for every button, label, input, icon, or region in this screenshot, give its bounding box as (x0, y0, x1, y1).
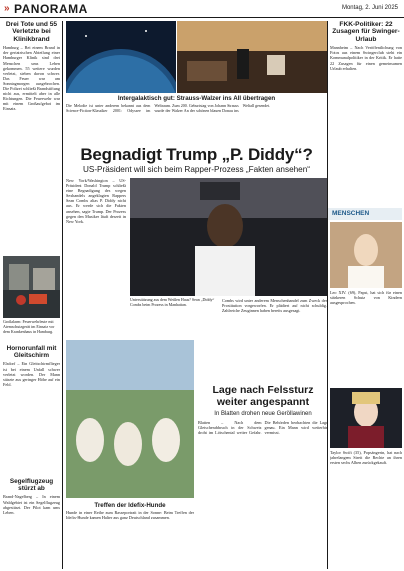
lawine-headline: Lage nach Felssturz weiter angespannt (212, 384, 314, 408)
space-photo-earth (66, 21, 176, 93)
diddy-photo (130, 178, 327, 296)
left-article-2 (3, 345, 60, 425)
page-header (0, 0, 404, 18)
pope-photo (330, 222, 402, 288)
diddy-photo-caption: Unterstützung aus dem Weißen Haus? Sean „Diddy“ Combs beim Prozess in Manhattan. (130, 298, 215, 307)
swift-body: Taylor Swift (35), Popsängerin, hat nach jahrelangem Streit die Rechte an ihren ersten sechs Alben zurückgekauft. (330, 450, 402, 466)
fire-photo (3, 256, 60, 318)
main-subhead: US-Präsident will sich beim Rapper-Prozess „Fakten ansehen“ (82, 165, 311, 174)
left-article-title: Drei Tote und 55 Verletzte bei Klinikbrand (5, 21, 58, 43)
section-title: PANORAMA (14, 2, 88, 16)
main-body-1: New York/Washington – US-Präsident Donald Trump schließt eine Begnadigung des wegen Sexhandels angeklagten Rappers Sean Combs alias P. Diddy nicht aus. Er werde sich die Fakten ansehen, sagte Trump. Der Prozess gegen den Musiker läuft derzeit in New York. (66, 178, 126, 224)
right-article-body: Mannheim – Nach Veröffentlichung von Fotos aus einem Swingerclub steht ein Kommunalpolitiker in der Kritik. Er hatte 22 Zusagen für einen gemeinsamen Urlaub erhalten. (330, 45, 402, 71)
space-caption-body: Die Melodie ist unter anderem bekannt aus dem Science-Fiction-Klassiker 2001: Odyssee im Weltraum. Zum 200. Geburtstag von Johann Strauss wurde der Walzer An der schönen blauen Donau ins Weltall gesendet. (66, 104, 271, 113)
left-article-2-title: Hornorunfall mit Gleitschirm (6, 345, 57, 360)
menschen-label: MENSCHEN (332, 210, 370, 217)
main-headline: Begnadigt Trump „P. Diddy“? (80, 145, 313, 164)
section-arrow-icon: » (4, 3, 10, 14)
left-article-3-body: Brand-Nagelberg – In einem Waldgebiet ist ein Segelflugzeug abgestürzt. Der Pilot kam ums Leben. (3, 494, 60, 515)
space-photo-orchestra (177, 21, 327, 93)
dogs-caption-title: Treffen der Idefix-Hunde (94, 502, 166, 509)
lawine-body: Blatten – Nach dem Gletscherabbruch in der Schweiz droht im Lötschental weiter Gefahr. Die Behörden beobachten die Lage genau. Ein Mann wird weiterhin vermisst. (198, 420, 328, 436)
left-article-2-body: Elsdorf – Ein Gleitschirmflieger ist bei einem Unfall schwer verletzt worden. Der Mann stürzte aus geringer Höhe auf ein Feld. (3, 361, 60, 387)
right-column (330, 21, 402, 206)
issue-date: Montag, 2. Juni 2025 (341, 5, 398, 11)
main-column-1 (66, 178, 126, 318)
fire-photo-caption: Großalarm: Feuerwehrleute mit Atemschutzgerät im Einsatz vor dem Krankenhaus in Hamburg. (3, 319, 55, 334)
left-article-3-title: Segelflugzeug stürzt ab (9, 478, 54, 493)
pope-body: Leo XIV. (69), Papst, hat sich für einen stärkeren Schutz von Kindern ausgesprochen. (330, 290, 402, 306)
main-column-3 (222, 298, 327, 384)
left-article-3 (3, 478, 60, 568)
left-article-body: Hamburg – Bei einem Brand in der geriatrischen Abteilung einer Hamburger Klinik sind drei Menschen ums Leben gekommen. 55 weitere wurden verletzt, sieben davon schwer. Das Feuer war am Sonntagmorgen ausgebrochen. Die Polizei schließt Brandstiftung nicht aus, ermittelt aber in alle Richtungen. Die Feuerwehr war mit einem Großaufgebot im Einsatz. (3, 45, 60, 112)
column-divider-left (62, 21, 63, 569)
right-article-title: FKK-Politiker: 22 Zusagen für Swinger-Urlaub (332, 21, 400, 43)
menschen-label-bar (328, 208, 402, 220)
dogs-photo (66, 340, 194, 498)
lawine-subhead: In Blatten drohen neue Geröllawinen (214, 411, 312, 417)
space-caption-title: Intergalaktisch gut: Strauss-Walzer ins All übertragen (117, 95, 276, 102)
swift-photo (330, 388, 402, 448)
dogs-caption-body: Hunde in einer Reihe zum Rasseportrait in der Sonne: Beim Treffen der Idefix-Hunde kamen Halter aus ganz Deutschland zusammen. (66, 510, 194, 521)
main-body-2: Combs wird unter anderem Menschenhandel zum Zweck der Prostitution vorgeworfen. Er plädiert auf nicht schuldig. Zahlreiche Zeuginnen haben bereits ausgesagt. (222, 298, 327, 314)
